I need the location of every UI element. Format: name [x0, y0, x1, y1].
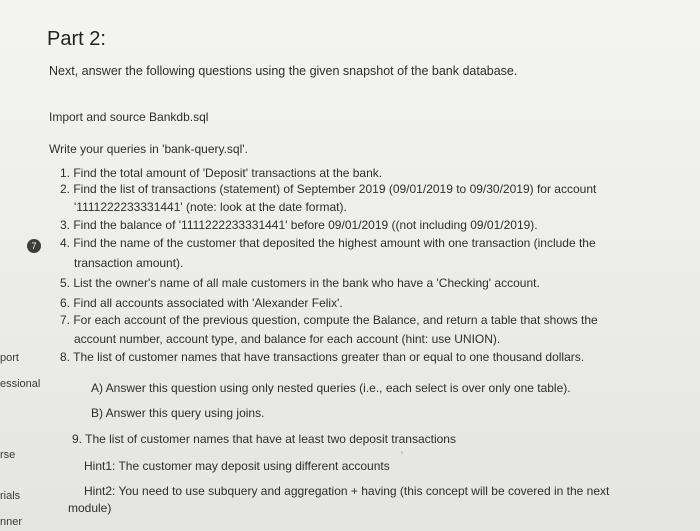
- step-badge: 7: [27, 239, 41, 253]
- intro-text: Next, answer the following questions using the given snapshot of the bank database.: [49, 64, 518, 78]
- question-5: 5. List the owner's name of all male customers in the bank who have a 'Checking' account.: [60, 276, 540, 290]
- cursor-mark: [401, 451, 403, 454]
- question-8: 8. The list of customer names that have transactions greater than or equal to one thousand dollars.: [60, 350, 585, 364]
- sidebar-item-course[interactable]: rse: [0, 449, 16, 461]
- question-3: 3. Find the balance of '1111222233331441' before 09/01/2019 ((not including 09/01/2019).: [60, 218, 538, 232]
- sidebar-item-tutorials[interactable]: rials: [0, 490, 21, 502]
- question-7: 7. For each account of the previous question, compute the Balance, and return a table that shows the: [60, 313, 598, 327]
- question-9: 9. The list of customer names that have at least two deposit transactions: [72, 432, 456, 446]
- write-instruction: Write your queries in 'bank-query.sql'.: [49, 142, 248, 156]
- question-8-part-a: A) Answer this question using only nested queries (i.e., each select is over only one table).: [91, 381, 571, 395]
- hint-2: Hint2: You need to use subquery and aggregation + having (this concept will be covered in the next: [84, 484, 610, 498]
- import-instruction: Import and source Bankdb.sql: [49, 110, 209, 124]
- question-7-continued: account number, account type, and balance for each account (hint: use UNION).: [74, 332, 501, 346]
- question-4-continued: transaction amount).: [74, 256, 184, 270]
- question-6: 6. Find all accounts associated with 'Alexander Felix'.: [60, 296, 343, 310]
- sidebar-item-professional[interactable]: essional: [0, 378, 41, 390]
- sidebar-item-planner[interactable]: nner: [0, 516, 23, 528]
- page-title: Part 2:: [47, 28, 106, 50]
- question-1: 1. Find the total amount of 'Deposit' transactions at the bank.: [60, 166, 383, 180]
- question-8-part-b: B) Answer this query using joins.: [91, 406, 265, 420]
- sidebar-item-support[interactable]: port: [0, 352, 19, 364]
- question-2-continued: '1111222233331441' (note: look at the date format).: [74, 200, 347, 214]
- hint-1: Hint1: The customer may deposit using different accounts: [84, 459, 390, 473]
- hint-2-continued: module): [68, 501, 112, 515]
- question-4: 4. Find the name of the customer that deposited the highest amount with one transaction (include the: [60, 236, 596, 250]
- question-2: 2. Find the list of transactions (statement) of September 2019 (09/01/2019 to 09/30/2019) for account: [60, 182, 597, 196]
